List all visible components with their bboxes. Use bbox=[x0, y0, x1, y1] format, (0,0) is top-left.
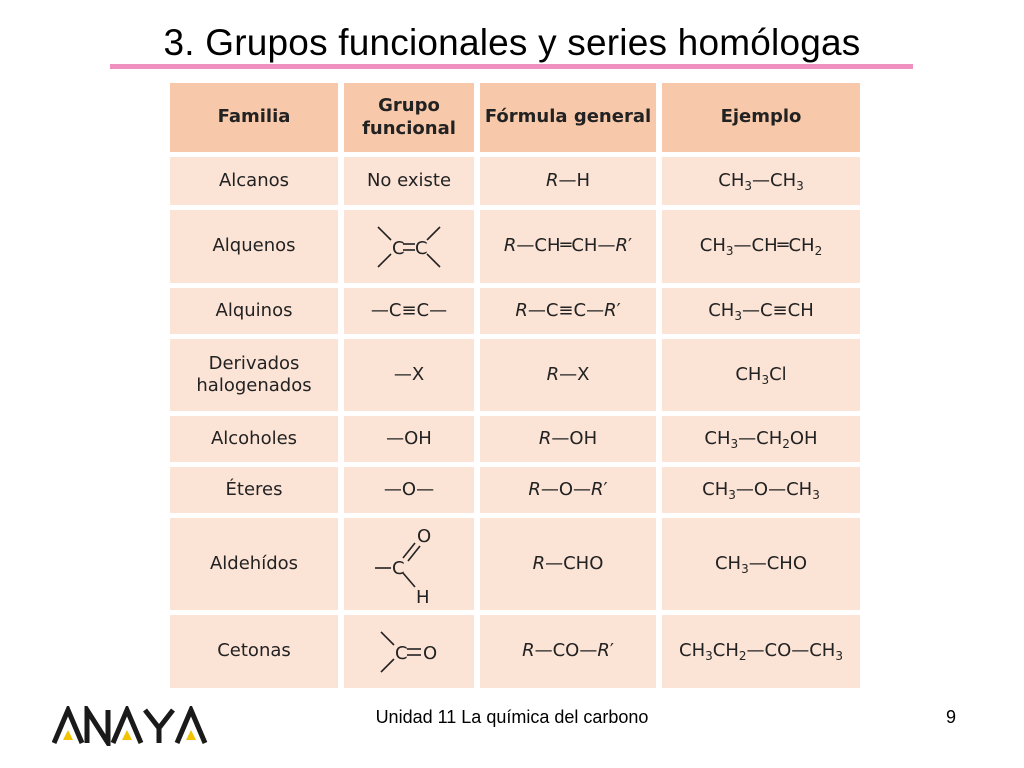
alkene-structure-icon bbox=[364, 215, 454, 279]
ejemplo-aldehidos: $CH_3—CHO$ bbox=[662, 518, 860, 610]
ejemplo-alcoholes: $CH_3—CH_2OH$ bbox=[662, 416, 860, 462]
svg-text:C: C bbox=[392, 558, 405, 579]
grupo-cetonas bbox=[344, 615, 474, 688]
familia-alquenos: Alquenos bbox=[170, 210, 338, 283]
formula-aldehidos: R—CHO bbox=[480, 518, 656, 610]
ejemplo-derivados-halogenados: $CH_3Cl$ bbox=[662, 339, 860, 411]
familia-eteres: Éteres bbox=[170, 467, 338, 513]
ejemplo-alquinos: $CH_3—C\equiv CH$ bbox=[662, 288, 860, 334]
ejemplo-cetonas: $CH_3CH_2—CO—CH_3$ bbox=[662, 615, 860, 688]
grupo-eteres: —O— bbox=[344, 467, 474, 513]
grupo-alquenos bbox=[344, 210, 474, 283]
formula-cetonas: R—CO—R′ bbox=[480, 615, 656, 688]
ejemplo-eteres: $CH_3—O—CH_3$ bbox=[662, 467, 860, 513]
header-familia: Familia bbox=[170, 83, 338, 152]
grupo-aldehidos bbox=[344, 518, 474, 610]
footer-unit-title: Unidad 11 La química del carbono bbox=[375, 707, 649, 727]
functional-groups-table bbox=[170, 83, 860, 688]
grupo-alcoholes: —OH bbox=[344, 416, 474, 462]
formula-derivados-halogenados: R—X bbox=[480, 339, 656, 411]
grupo-derivados-halogenados: —X bbox=[344, 339, 474, 411]
header-grupo-funcional: Grupo funcional bbox=[344, 83, 474, 152]
ketone-structure-icon bbox=[369, 622, 449, 682]
familia-alcanos: Alcanos bbox=[170, 157, 338, 205]
grupo-alquinos: —C≡C— bbox=[344, 288, 474, 334]
header-formula-general: Fórmula general bbox=[480, 83, 656, 152]
svg-text:O: O bbox=[417, 526, 432, 547]
aldehyde-structure-icon bbox=[369, 521, 449, 607]
familia-aldehidos: Aldehídos bbox=[170, 518, 338, 610]
familia-alquinos: Alquinos bbox=[170, 288, 338, 334]
formula-alcanos: R—H bbox=[480, 157, 656, 205]
page-number: 9 bbox=[946, 707, 957, 727]
svg-text:C: C bbox=[392, 237, 405, 259]
header-ejemplo: Ejemplo bbox=[662, 83, 860, 152]
grupo-alcanos: No existe bbox=[344, 157, 474, 205]
familia-cetonas: Cetonas bbox=[170, 615, 338, 688]
svg-text:H: H bbox=[416, 587, 430, 607]
formula-alquenos: R—CH═CH—R′ bbox=[480, 210, 656, 283]
formula-alquinos: R—C≡C—R′ bbox=[480, 288, 656, 334]
svg-text:O: O bbox=[423, 642, 438, 664]
familia-alcoholes: Alcoholes bbox=[170, 416, 338, 462]
formula-eteres: R—O—R′ bbox=[480, 467, 656, 513]
title-underline bbox=[110, 64, 913, 69]
ejemplo-alquenos: $CH_3—CH═CH_2$ bbox=[662, 210, 860, 283]
slide-title: 3. Grupos funcionales y series homólogas bbox=[163, 22, 861, 63]
svg-text:C: C bbox=[395, 642, 408, 664]
formula-alcoholes: R—OH bbox=[480, 416, 656, 462]
svg-text:C: C bbox=[415, 237, 428, 259]
familia-derivados-halogenados: Derivados halogenados bbox=[170, 339, 338, 411]
ejemplo-alcanos: $CH_3—CH_3$ bbox=[662, 157, 860, 205]
